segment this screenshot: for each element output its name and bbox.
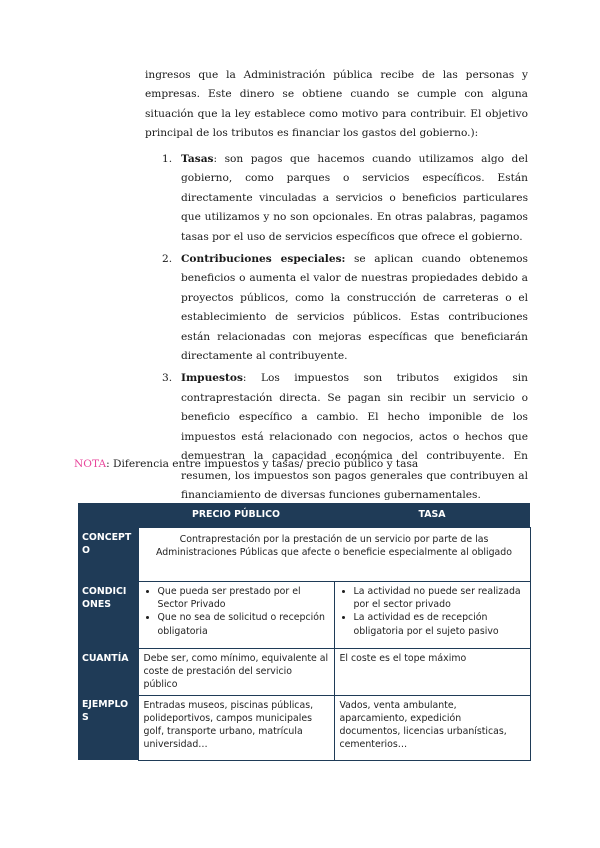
table-row-ejemplos xyxy=(78,695,530,760)
ejemplos-precio-cell: Entradas museos, piscinas públicas, polideportivos, campos municipales golf, transporte urbano, matrícula universidad… xyxy=(138,695,334,760)
item-term: Tasas xyxy=(181,153,214,165)
nota-text: : Diferencia entre impuestos y tasas/ precio público y tasa xyxy=(106,458,419,470)
item-text: : son pagos que hacemos cuando utilizamos algo del gobierno, como parques o servicios específicos. Están directamente vinculadas a servicios o beneficios particulares que utilizamos y no son opcionales. En otras palabras, pagamos tasas por el uso de servicios específicos que ofrece el gobierno. xyxy=(181,153,528,243)
list-item: • La actividad no puede ser realizada por el sector privado xyxy=(354,585,525,611)
list-item-impuestos xyxy=(162,369,528,505)
comparison-table xyxy=(78,503,531,761)
table-row-cuantia xyxy=(78,649,530,696)
list-item: • Que no sea de solicitud o recepción obligatoria xyxy=(158,611,329,637)
intro-paragraph: ingresos que la Administración pública recibe de las personas y empresas. Este dinero se obtiene cuando se cumple con alguna situación que la ley establece como motivo para contribuir. El objetivo principal de los tributos es financiar los gastos del gobierno.): xyxy=(145,69,528,140)
item-number: 1. xyxy=(162,153,173,165)
condiciones-tasa-cell xyxy=(334,582,530,649)
row-label-condiciones: CONDICIONES xyxy=(78,582,138,649)
row-label-concepto: CONCEPTO xyxy=(78,528,138,582)
table-row-condiciones xyxy=(78,582,530,649)
nota-label: NOTA xyxy=(74,458,107,470)
cuantia-precio-cell: Debe ser, como mínimo, equivalente al coste de prestación del servicio público xyxy=(138,649,334,696)
table-row-concepto xyxy=(78,528,530,582)
table-corner xyxy=(78,503,138,528)
nota-line xyxy=(74,455,418,474)
item-text: se aplican cuando obtenemos beneficios o aumenta el valor de nuestras propiedades debido a proyectos públicos, como la construcción de carreteras o el establecimiento de servicios públicos. Estas contribuciones están relacionadas con mejoras específicas que beneficiarán directamente al contribuyente. xyxy=(181,253,528,363)
list-item-contribuciones xyxy=(162,250,528,366)
item-term: Contribuciones especiales: xyxy=(181,253,346,266)
list-item-tasas xyxy=(162,150,528,247)
ejemplos-tasa-cell: Vados, venta ambulante, aparcamiento, expedición documentos, licencias urbanísticas, cementerios… xyxy=(334,695,530,760)
item-term: Impuestos xyxy=(181,372,243,385)
item-text: : Los impuestos son tributos exigidos sin contraprestación directa. Se pagan sin recibir un servicio o beneficio específico a cambio. El hecho imponible de los impuestos está relacionado con negocios, actos o hechos que demuestran la capacidad económica del contribuyente. En resumen, los impuestos son pagos generales que contribuyen al financiamiento de diversas funciones gubernamentales. xyxy=(181,372,528,501)
condiciones-precio-cell xyxy=(138,582,334,649)
concepto-cell: Contraprestación por la prestación de un servicio por parte de las Administraciones Públicas que afecte o beneficie especialmente al obligado xyxy=(138,528,530,582)
item-number: 3. xyxy=(162,372,173,385)
row-label-cuantia: CUANTÍA xyxy=(78,649,138,696)
row-label-ejemplos: EJEMPLOS xyxy=(78,695,138,760)
list-item: • Que pueda ser prestado por el Sector Privado xyxy=(158,585,329,611)
table-header-row xyxy=(78,503,530,528)
cuantia-tasa-cell: El coste es el tope máximo xyxy=(334,649,530,696)
list-item: • La actividad es de recepción obligatoria por el sujeto pasivo xyxy=(354,611,525,637)
item-number: 2. xyxy=(162,253,173,266)
header-precio-publico: PRECIO PÚBLICO xyxy=(138,503,334,528)
header-tasa: TASA xyxy=(334,503,530,528)
